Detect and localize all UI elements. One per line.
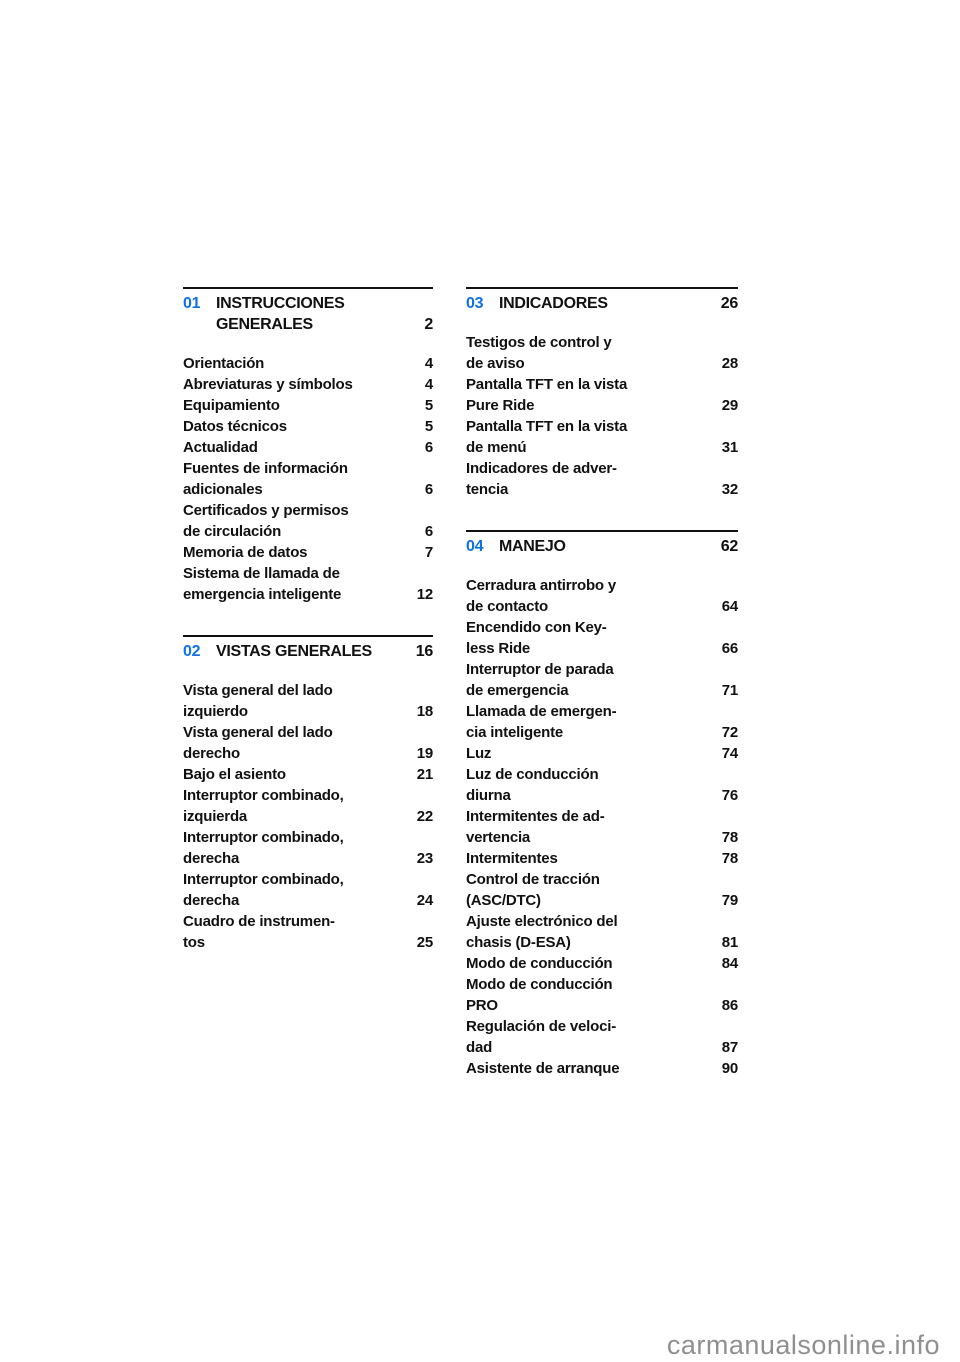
section-title-block [183,641,433,662]
section-divider [183,287,433,289]
toc-entry-text: derecho [183,745,240,762]
toc-entry-text: Memoria de datos [183,544,308,561]
toc-entry-list [183,680,433,953]
toc-entry-page: 78 [721,850,738,867]
toc-entry-line [466,722,738,743]
toc-entry-page: 86 [721,997,738,1014]
toc-entry-text: Luz [466,745,492,762]
toc-entry-text: derecha [183,850,240,867]
toc-entry-line [466,458,738,479]
toc-entry-line [466,764,738,785]
toc-entry-text: diurna [466,787,511,804]
toc-entry-text: Cuadro de instrumen- [183,913,335,930]
toc-entry-text: cia inteligente [466,724,564,741]
section-title-line [466,293,738,314]
toc-entry-page: 4 [424,376,433,393]
toc-entry-text: de aviso [466,355,525,372]
toc-column-1 [183,287,433,953]
toc-section-02 [183,635,433,953]
toc-entry-line [183,374,433,395]
toc-entry-page: 31 [721,439,738,456]
toc-entry-line [466,374,738,395]
toc-entry-line [183,521,433,542]
toc-entry-text: derecha [183,892,240,909]
toc-entry-text: de menú [466,439,527,456]
toc-entry-text: (ASC/DTC) [466,892,541,909]
toc-entry-text: Luz de conducción [466,766,599,783]
section-title: VISTAS GENERALES [216,643,372,660]
toc-entry-text: de emergencia [466,682,569,699]
toc-entry-line [183,890,433,911]
toc-entry-text: Interruptor combinado, [183,871,344,888]
toc-entry-text: Intermitentes de ad- [466,808,605,825]
toc-entry-line [183,395,433,416]
toc-entry-line [466,701,738,722]
toc-entry-text: emergencia inteligente [183,586,342,603]
toc-entry-page: 6 [424,481,433,498]
toc-entry-text: Interruptor de parada [466,661,614,678]
toc-entry-text: chasis (D-ESA) [466,934,571,951]
section-title: INDICADORES [499,295,608,312]
toc-entry-page: 81 [721,934,738,951]
toc-entry-page: 29 [721,397,738,414]
toc-entry-text: vertencia [466,829,531,846]
toc-entry-text: izquierda [183,808,248,825]
toc-entry-line [466,974,738,995]
toc-entry-line [183,764,433,785]
toc-entry-line [466,827,738,848]
toc-entry-page: 90 [721,1060,738,1077]
toc-entry-line [466,995,738,1016]
toc-entry-line [183,848,433,869]
toc-entry-line [183,806,433,827]
toc-entry-line [183,722,433,743]
toc-entry-text: de contacto [466,598,548,615]
section-page-number: 16 [415,643,433,660]
section-title-line [183,641,433,662]
toc-entry-text: Indicadores de adver- [466,460,617,477]
toc-entry-line [183,869,433,890]
toc-entry-line [183,680,433,701]
section-page-number: 26 [720,295,738,312]
toc-entry-line [183,932,433,953]
toc-entry-page: 12 [416,586,433,603]
toc-entry-page: 64 [721,598,738,615]
toc-entry-line [183,416,433,437]
toc-entry-text: izquierdo [183,703,248,720]
section-title-block [183,293,433,335]
toc-entry-page: 6 [424,523,433,540]
toc-section-01 [183,287,433,605]
toc-entry-line [466,1016,738,1037]
section-title-line [183,314,433,335]
toc-entry-text: Datos técnicos [183,418,287,435]
section-title: GENERALES [216,316,313,333]
toc-entry-text: Modo de conducción [466,976,613,993]
toc-entry-text: Testigos de control y [466,334,612,351]
toc-entry-page: 74 [721,745,738,762]
toc-entry-line [466,932,738,953]
toc-entry-text: Equipamiento [183,397,280,414]
toc-entry-text: Llamada de emergen- [466,703,617,720]
toc-entry-line [466,869,738,890]
toc-entry-line [466,617,738,638]
toc-entry-page: 6 [424,439,433,456]
toc-entry-line [466,596,738,617]
section-divider [466,287,738,289]
toc-entry-line [183,743,433,764]
toc-entry-text: Pantalla TFT en la vista [466,418,628,435]
toc-entry-text: Ajuste electrónico del [466,913,618,930]
toc-entry-list [183,353,433,605]
toc-entry-page: 5 [424,397,433,414]
toc-entry-line [466,1058,738,1079]
section-number: 02 [183,643,201,660]
toc-entry-list [466,332,738,500]
toc-entry-text: tos [183,934,205,951]
toc-entry-page: 22 [416,808,433,825]
toc-entry-line [466,638,738,659]
section-number: 01 [183,295,201,312]
section-divider [466,530,738,532]
section-title-line [183,293,433,314]
toc-entry-page: 71 [721,682,738,699]
section-title-line [466,536,738,557]
toc-entry-line [183,827,433,848]
toc-entry-text: Sistema de llamada de [183,565,340,582]
toc-entry-page: 25 [416,934,433,951]
toc-entry-page: 21 [416,766,433,783]
toc-entry-text: de circulación [183,523,282,540]
toc-entry-page: 76 [721,787,738,804]
section-title: MANEJO [499,538,566,555]
toc-entry-line [466,659,738,680]
toc-entry-text: Abreviaturas y símbolos [183,376,353,393]
toc-entry-line [466,395,738,416]
toc-entry-line [466,416,738,437]
toc-entry-text: Cerradura antirrobo y [466,577,617,594]
toc-entry-line [183,542,433,563]
toc-entry-page: 84 [721,955,738,972]
toc-entry-line [466,353,738,374]
toc-entry-line [466,1037,738,1058]
toc-entry-text: Actualidad [183,439,258,456]
toc-entry-text: Modo de conducción [466,955,613,972]
toc-entry-line [183,701,433,722]
section-page-number: 62 [720,538,738,555]
toc-entry-page: 23 [416,850,433,867]
toc-entry-page: 72 [721,724,738,741]
toc-entry-page: 5 [424,418,433,435]
toc-entry-text: Encendido con Key- [466,619,607,636]
toc-entry-line [466,785,738,806]
toc-entry-text: Certificados y permisos [183,502,349,519]
toc-entry-line [183,563,433,584]
toc-entry-text: tencia [466,481,509,498]
section-title: INSTRUCCIONES [216,295,345,312]
watermark: carmanualsonline.info [666,1330,940,1360]
toc-entry-line [466,953,738,974]
toc-entry-text: Vista general del lado [183,682,333,699]
toc-entry-text: Interruptor combinado, [183,829,344,846]
toc-entry-page: 66 [721,640,738,657]
section-divider [183,635,433,637]
toc-entry-line [183,911,433,932]
toc-column-2 [466,287,738,1079]
toc-entry-line [466,479,738,500]
section-number: 03 [466,295,484,312]
toc-entry-line [466,437,738,458]
toc-entry-line [183,479,433,500]
toc-entry-line [466,806,738,827]
toc-entry-text: PRO [466,997,498,1014]
toc-entry-line [183,500,433,521]
toc-entry-text: Regulación de veloci- [466,1018,617,1035]
toc-entry-text: dad [466,1039,493,1056]
toc-entry-line [466,848,738,869]
toc-entry-line [466,680,738,701]
toc-entry-text: Bajo el asiento [183,766,286,783]
toc-entry-line [183,584,433,605]
toc-entry-page: 78 [721,829,738,846]
toc-entry-text: Intermitentes [466,850,558,867]
toc-entry-text: Pantalla TFT en la vista [466,376,628,393]
section-title-block [466,536,738,557]
toc-entry-line [466,890,738,911]
toc-entry-text: Control de tracción [466,871,600,888]
toc-entry-line [466,332,738,353]
toc-entry-list [466,575,738,1079]
toc-entry-line [183,353,433,374]
toc-entry-page: 79 [721,892,738,909]
toc-entry-page: 4 [424,355,433,372]
toc-entry-text: less Ride [466,640,531,657]
toc-entry-line [466,575,738,596]
section-number: 04 [466,538,484,555]
toc-section-04 [466,530,738,1079]
toc-entry-line [466,911,738,932]
toc-entry-text: Vista general del lado [183,724,333,741]
toc-entry-text: Asistente de arranque [466,1060,620,1077]
toc-entry-page: 32 [721,481,738,498]
toc-entry-text: Interruptor combinado, [183,787,344,804]
toc-entry-text: adicionales [183,481,263,498]
toc-entry-text: Pure Ride [466,397,535,414]
toc-entry-page: 7 [424,544,433,561]
section-page-number: 2 [424,316,433,333]
toc-entry-page: 19 [416,745,433,762]
toc-entry-line [183,458,433,479]
toc-entry-line [466,743,738,764]
toc-entry-text: Orientación [183,355,265,372]
toc-entry-text: Fuentes de información [183,460,348,477]
section-title-block [466,293,738,314]
toc-entry-page: 28 [721,355,738,372]
toc-entry-page: 24 [416,892,433,909]
toc-section-03 [466,287,738,500]
toc-entry-page: 18 [416,703,433,720]
toc-entry-line [183,785,433,806]
toc-entry-line [183,437,433,458]
toc-entry-page: 87 [721,1039,738,1056]
